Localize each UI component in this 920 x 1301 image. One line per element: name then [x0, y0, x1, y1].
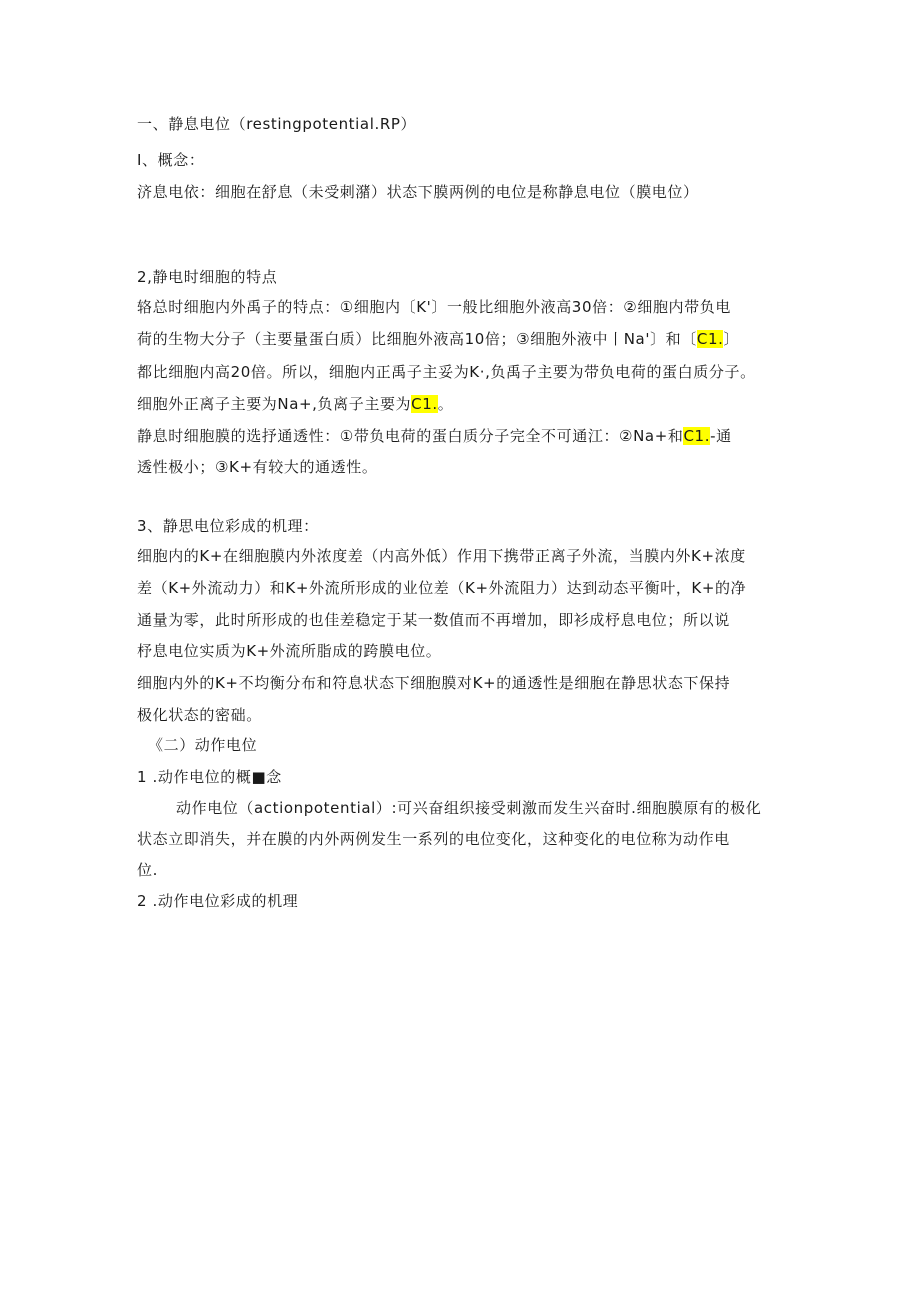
section2-line-2-tail: 〕	[723, 330, 740, 348]
section2-title: 2,静电时细胞的特点	[137, 268, 278, 286]
cl-highlight-1: C1.	[696, 330, 724, 348]
subsection1-line-3: 位.	[137, 861, 158, 879]
section3-line-2: 差（K+外流动力）和K+外流所形成的业位差（K+外流阻力）达到动态平衡叶，K+的净	[137, 579, 747, 597]
heading-action-potential: 《二）动作电位	[148, 736, 258, 754]
section3-line-1: 细胞内的K+在细胞膜内外浓度差（内高外低）作用下携带正离子外流，当膜内外K+浓度	[137, 547, 746, 565]
section3-line-3: 通量为零，此时所形成的也佳差稳定于某一数值而不再增加，即衫成杼息电位；所以说	[137, 611, 730, 629]
section2-line-3: 都比细胞内高20倍。所以，细胞内正禹子主妥为K·,负禹子主要为带负电荷的蛋白质分子。	[137, 363, 756, 381]
section2-line-2-text: 荷的生物大分子（主要量蛋白质）比细胞外液高10倍；③细胞外液中丨Na'〕和〔	[137, 330, 697, 348]
subsection2-title: 2 .动作电位彩成的机理	[137, 892, 299, 910]
section3-line-6: 极化状态的密础。	[137, 706, 262, 724]
subsection1-title: 1 .动作电位的概■念	[137, 768, 282, 786]
section1-body: 济息电依：细胞在舒息（未受刺潴）状态下膜两例的电位是称静息电位（膜电位）	[137, 183, 699, 201]
section2-line-4	[137, 393, 797, 415]
cl-highlight-3: C1.	[683, 427, 711, 445]
section3-line-5: 细胞内外的K+不均衡分布和符息状态下细胞膜对K+的通透性是细胞在静思状态下保持	[137, 674, 731, 692]
section1-title: I、概念：	[137, 151, 205, 169]
section3-title: 3、静思电位彩成的机理：	[137, 517, 319, 535]
section2-line-1: 辂总时细胞内外禹子的特点：①细胞内〔K'〕一般比细胞外液高30倍：②细胞内带负电	[137, 298, 731, 316]
section2-line-4-tail: 。	[437, 395, 454, 413]
subsection1-line-1: 动作电位（actionpotential）:可兴奋组织接受刺激而发生兴奋时.细胞膜原有的极化	[176, 799, 762, 817]
section2-line-6: 透性极小；③K+有较大的通透性。	[137, 458, 378, 476]
section3-line-4: 杼息电位实质为K+外流所脂成的跨膜电位。	[137, 642, 442, 660]
cl-highlight-2: C1.	[411, 395, 438, 413]
section2-line-5	[137, 425, 797, 447]
section2-line-4-text: 细胞外正离子主要为Na+,负离子主要为	[137, 395, 412, 413]
section2-line-2	[137, 328, 797, 350]
section2-line-5-tail: -通	[710, 427, 732, 445]
section2-line-5-text: 静息时细胞膜的选抒通透性：①带负电荷的蛋白质分子完全不可通江：②Na+和	[137, 427, 684, 445]
subsection1-line-2: 状态立即消失，并在膜的内外两例发生一系列的电位变化，这种变化的电位称为动作电	[137, 830, 730, 848]
heading-resting-potential: 一、静息电位（restingpotential.RP）	[137, 115, 417, 133]
